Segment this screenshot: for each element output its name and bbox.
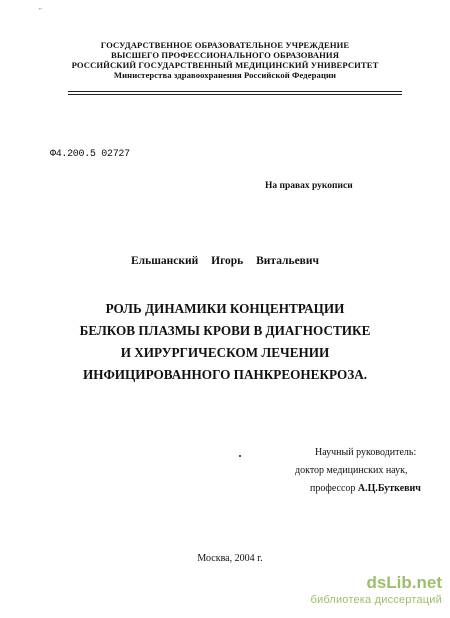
title-line-4: ИНФИЦИРОВАННОГО ПАНКРЕОНЕКРОЗА. (82, 367, 368, 382)
institution-header (40, 40, 410, 80)
supervisor-degree: доктор медицинских наук, (295, 465, 408, 476)
header-line-1: ГОСУДАРСТВЕННОЕ ОБРАЗОВАТЕЛЬНОЕ УЧРЕЖДЕНИЕ (100, 40, 350, 50)
registration-code: Ф4.200.5 02727 (50, 149, 130, 160)
header-divider-top (68, 91, 402, 92)
scan-speck (239, 455, 241, 457)
header-line-2: ВЫСШЕГО ПРОФЕССИОНАЛЬНОГО ОБРАЗОВАНИЯ (110, 50, 340, 60)
title-line-2: БЕЛКОВ ПЛАЗМЫ КРОВИ В ДИАГНОСТИКЕ (79, 323, 371, 338)
header-line-4: Министерства здравоохранения Российской Федерации (113, 70, 337, 80)
title-line-1: РОЛЬ ДИНАМИКИ КОНЦЕНТРАЦИИ (105, 301, 345, 316)
author-name: Ельшанский Игорь Витальевич (130, 255, 320, 267)
rights-note: На правах рукописи (265, 181, 353, 191)
watermark-logo: dsLib.net (366, 573, 442, 592)
supervisor-rank-line (290, 480, 440, 498)
header-line-3: РОССИЙСКИЙ ГОСУДАРСТВЕННЫЙ МЕДИЦИНСКИЙ УНИВЕРСИТЕТ (71, 60, 379, 70)
supervisor-block (290, 444, 440, 498)
site-watermark (252, 573, 442, 607)
supervisor-rank: профессор (310, 483, 356, 494)
title-line-3: И ХИРУРГИЧЕСКОМ ЛЕЧЕНИИ (120, 345, 330, 360)
city-year: Москва, 2004 г. (197, 553, 263, 564)
supervisor-role: Научный руководитель: (315, 447, 417, 458)
watermark-subtitle: библиотека диссертаций (310, 594, 442, 606)
header-divider-bottom (68, 94, 402, 95)
supervisor-name: А.Ц.Буткевич (357, 483, 421, 494)
dissertation-title (60, 298, 390, 386)
scan-mark: " (39, 7, 42, 15)
